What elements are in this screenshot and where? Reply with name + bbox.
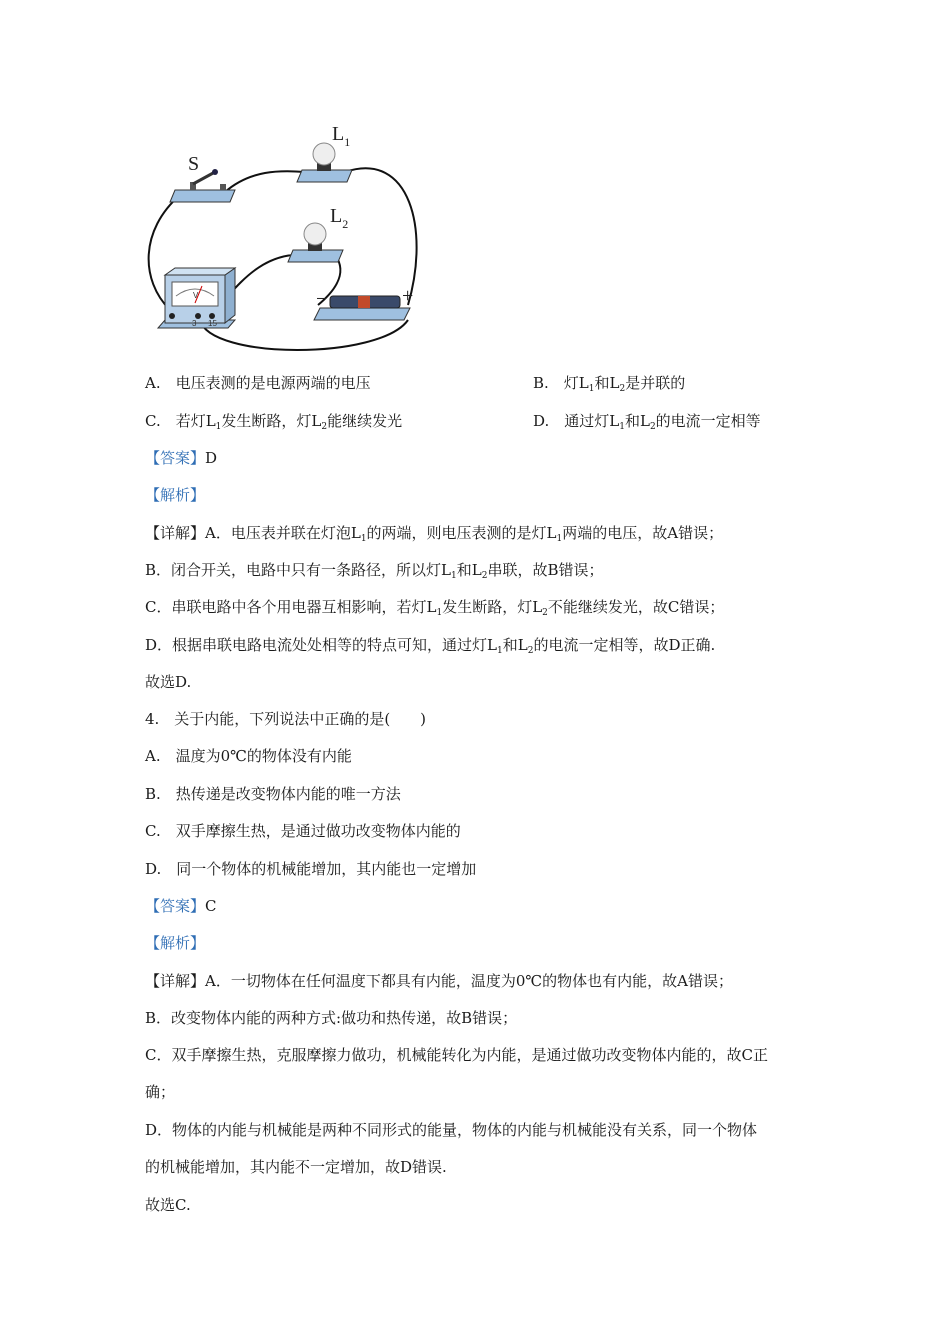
q3-explain-a: 【详解】A．电压表并联在灯泡$L_1$的两端，则电压表测的是灯$L_1$两端的电压，故A错误； — [145, 524, 724, 544]
q4-explain-b: B．改变物体内能的两种方式:做功和热传递，故B错误； — [145, 1009, 518, 1027]
q4-conclusion: 故选C. — [145, 1196, 191, 1214]
circuit-diagram — [140, 110, 430, 360]
meter-unit: V — [193, 291, 199, 300]
q4-option-c: C. 双手摩擦生热，是通过做功改变物体内能的 — [145, 822, 461, 840]
q4-explain-d: D．物体的内能与机械能是两种不同形式的能量，物体的内能与机械能没有关系，同一个物体 — [145, 1121, 758, 1139]
meter-15: 15 — [208, 319, 217, 328]
lamp-l2 — [288, 223, 343, 262]
option-d: D. 通过灯$L_1$和$L_2$的电流一定相等 — [533, 412, 761, 432]
q3-conclusion: 故选D. — [145, 673, 192, 691]
option-c: C. 若灯$L_1$发生断路，灯$L_2$能继续发光 — [145, 412, 403, 432]
q3-answer: 【答案】D — [145, 449, 218, 467]
q3-explain-c: C．串联电路中各个用电器互相影响，若灯$L_1$发生断路，灯$L_2$不能继续发光，故C错误； — [145, 598, 725, 618]
q4-explain-a: 【详解】A．一切物体在任何温度下都具有内能，温度为0℃的物体也有内能，故A错误； — [145, 972, 734, 990]
q3-analysis-tag: 【解析】 — [145, 486, 206, 504]
battery — [314, 296, 410, 320]
wire — [225, 171, 305, 192]
q4-option-b: B. 热传递是改变物体内能的唯一方法 — [145, 785, 401, 803]
q4-answer: 【答案】C — [145, 897, 217, 915]
q4-option-a: A. 温度为0℃的物体没有内能 — [145, 747, 352, 765]
switch — [170, 169, 235, 202]
battery-minus: − — [316, 288, 328, 310]
option-a: A. 电压表测的是电源两端的电压 — [145, 374, 371, 392]
q4-explain-d-cont: 的机械能增加，其内能不一定增加，故D错误. — [145, 1158, 447, 1176]
lamp-l1-label: $L_1$ — [332, 123, 351, 149]
q4-stem: 4. 关于内能，下列说法中正确的是( ) — [145, 710, 427, 728]
switch-label: S — [188, 153, 200, 175]
lamp-l2-label: $L_2$ — [330, 205, 349, 231]
meter-3: 3 — [192, 319, 197, 328]
q4-analysis-tag: 【解析】 — [145, 934, 206, 952]
q3-explain-d: D．根据串联电路电流处处相等的特点可知，通过灯$L_1$和$L_2$的电流一定相等，故D正确. — [145, 636, 716, 656]
battery-plus: + — [402, 285, 414, 307]
q4-option-d: D. 同一个物体的机械能增加，其内能也一定增加 — [145, 860, 477, 878]
q3-explain-b: B．闭合开关，电路中只有一条路径，所以灯$L_1$和$L_2$串联，故B错误； — [145, 561, 604, 581]
q4-explain-c: C．双手摩擦生热，克服摩擦力做功，机械能转化为内能，是通过做功改变物体内能的，故C正 — [145, 1046, 768, 1064]
q4-explain-c-cont: 确； — [145, 1083, 176, 1101]
option-b: B. 灯$L_1$和$L_2$是并联的 — [533, 374, 686, 394]
